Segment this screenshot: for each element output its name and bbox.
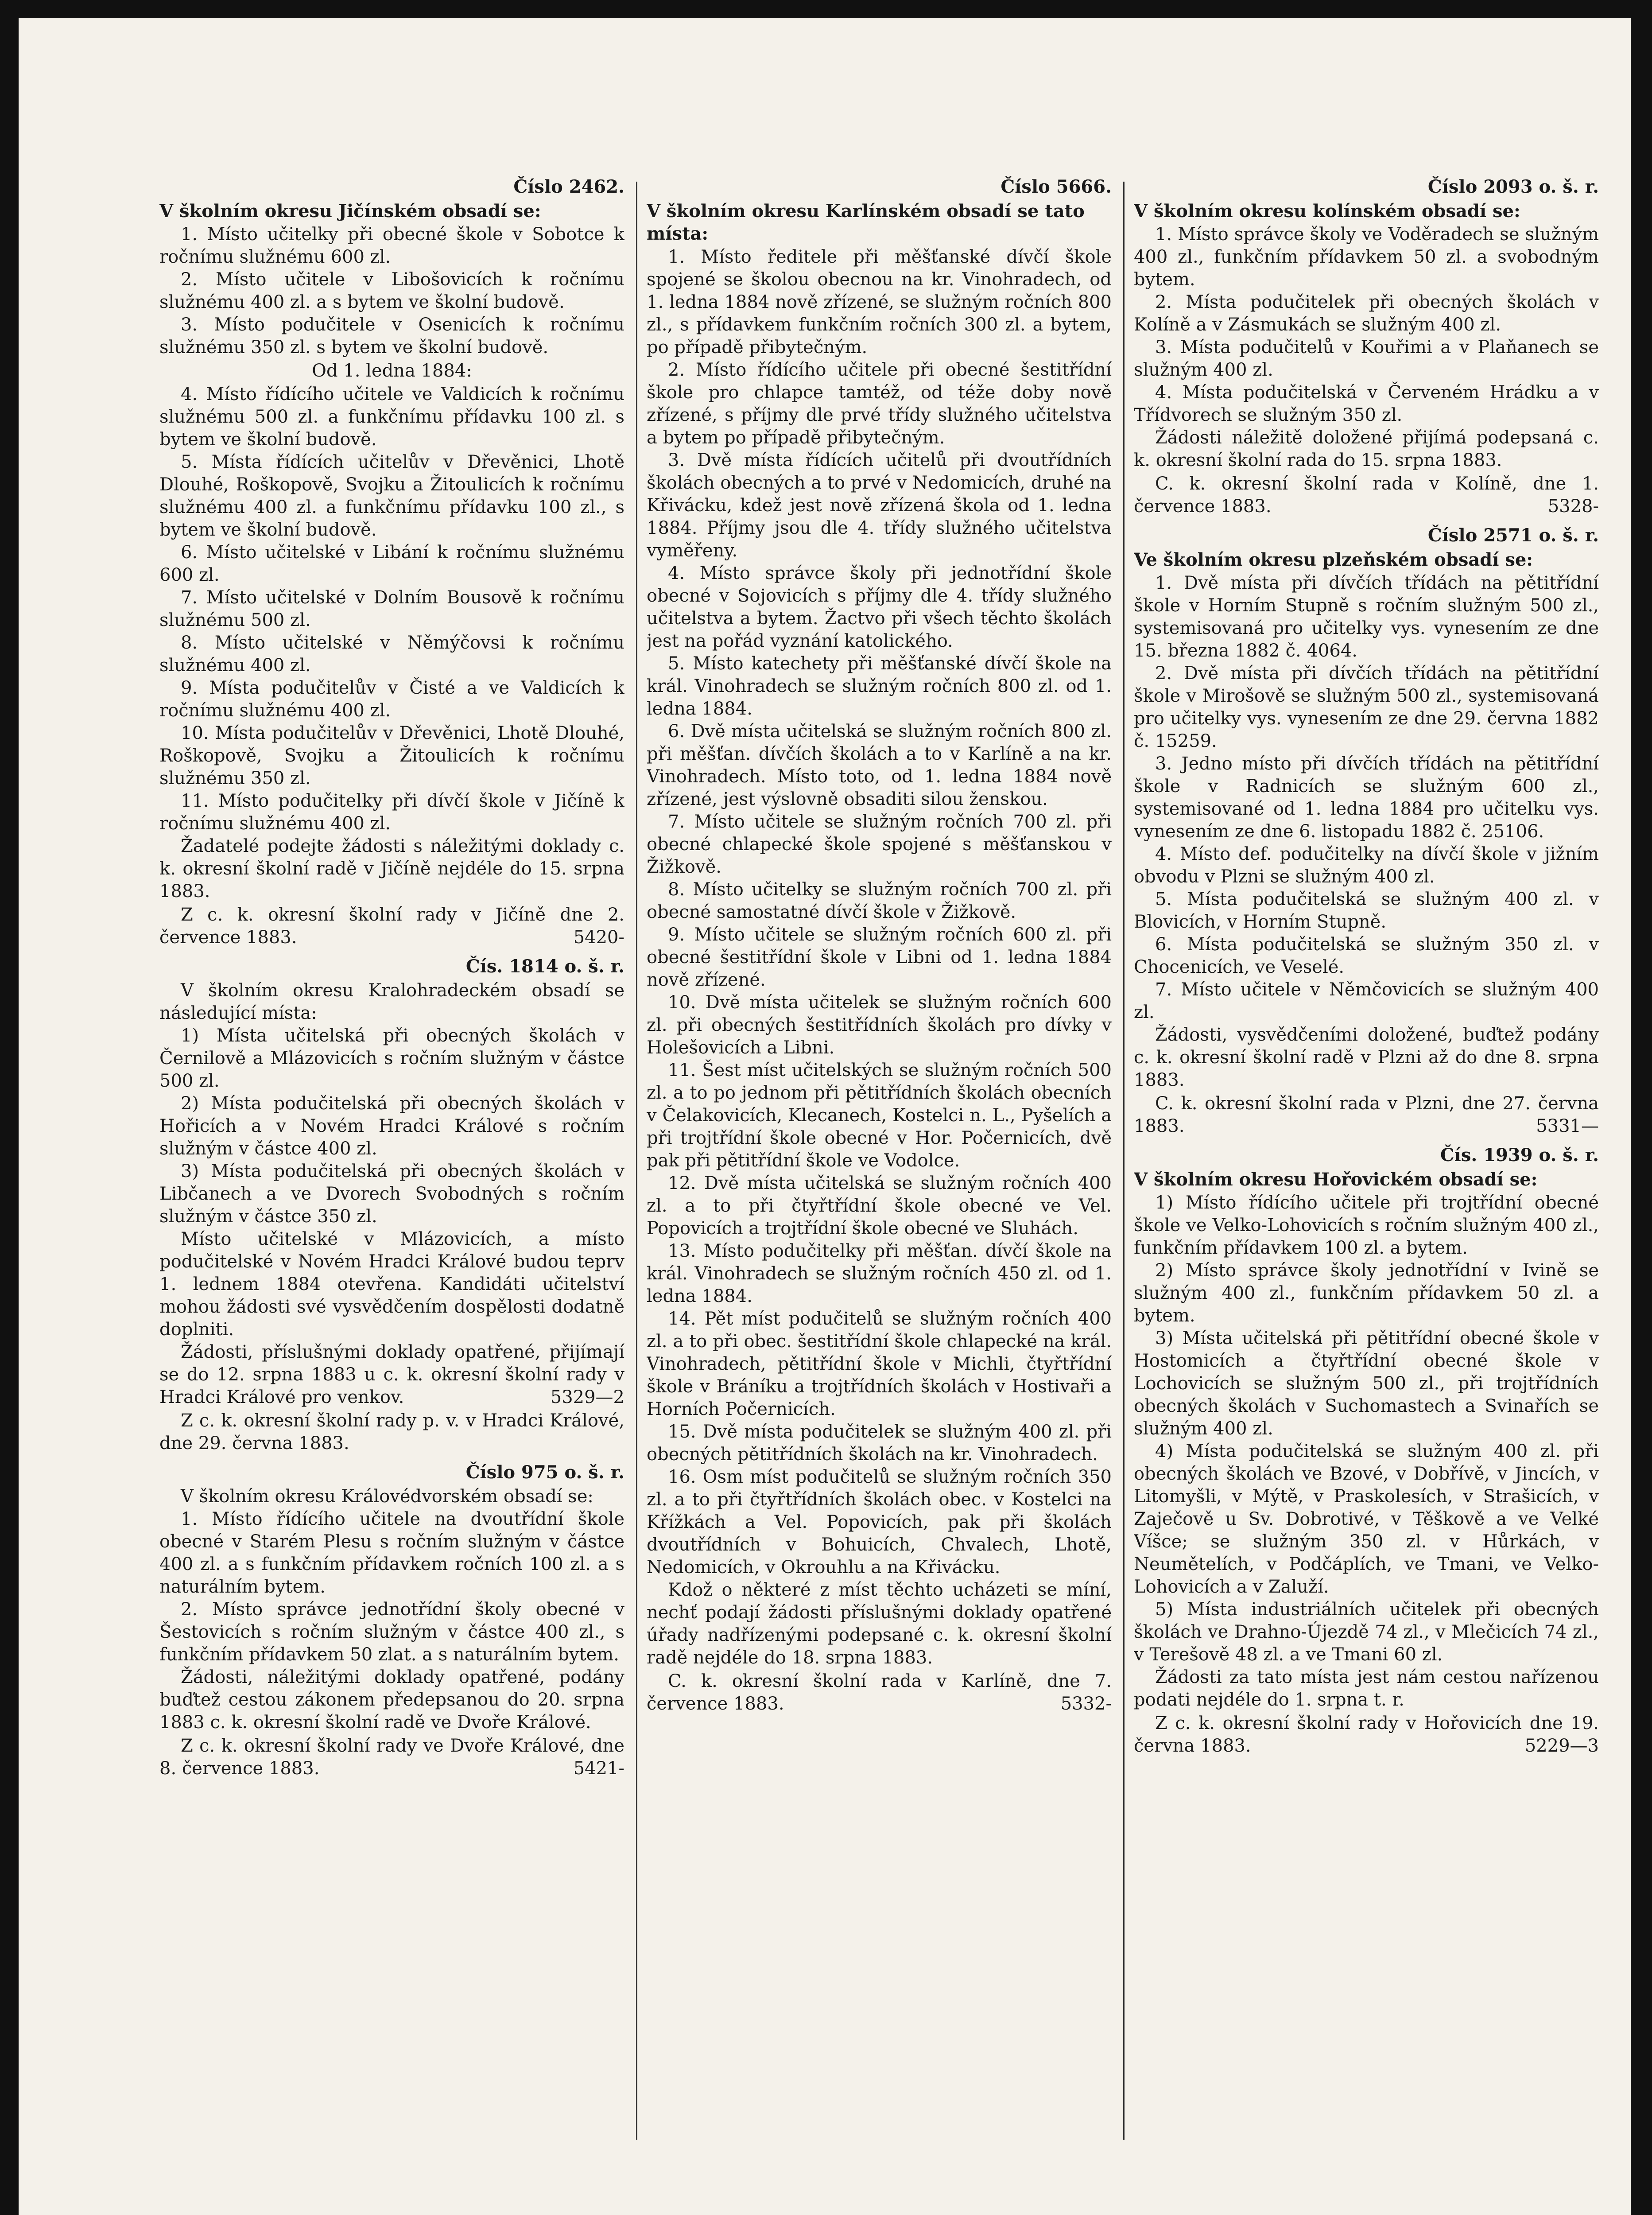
notice-reference-number: 5332-	[1060, 1694, 1112, 1714]
notice-paragraph: 7. Místo učitelské v Dolním Bousově k ročnímu služnému 500 zl.	[159, 587, 624, 630]
notice-heading: V školním okresu kolínském obsadí se:	[1134, 201, 1520, 222]
notice-signature	[159, 1735, 624, 1780]
notice-paragraph: 1) Místo řídícího učitele při trojtřídní obecné škole ve Velko-Lohovicích s ročním služným 400 zl., funkčním přídavkem 100 zl. a bytem.	[1134, 1193, 1599, 1258]
notice-paragraph: 4. Místo řídícího učitele ve Valdicích k ročnímu služnému 500 zl. a funkčnímu přídavku 100 zl. s bytem ve školní budově.	[159, 384, 624, 450]
notice-paragraph: 4. Místo def. podučitelky na dívčí škole v jižním obvodu v Plzni se služným 400 zl.	[1134, 844, 1599, 887]
notice-paragraph: 11. Šest míst učitelských se služným ročních 500 zl. a to po jednom při pětitřídních školách obecních v Čelakovicích, Klecanech, Kostelci n. L., Pyšelích a při trojtřídní škole obecné v Hor. Počernicích, dvě pak při pětitřídní škole ve Vodolce.	[647, 1060, 1112, 1171]
notice-paragraph: 8. Místo učitelky se služným ročních 700 zl. při obecné samostatné dívčí škole v Žižkově.	[647, 879, 1112, 922]
notice-paragraph: 1. Dvě místa při dívčích třídách na pětitřídní škole v Horním Stupně s ročním služným 500 zl., systemisovaná pro učitelky vys. vynesením ze dne 15. března 1882 č. 4064.	[1134, 573, 1599, 661]
notice-paragraph: 5. Místo katechety při měšťanské dívčí škole na král. Vinohradech se služným ročních 800 zl. od 1. ledna 1884.	[647, 653, 1112, 719]
notice-paragraph: 13. Místo podučitelky při měšťan. dívčí škole na král. Vinohradech se služným ročních 450 zl. od 1. ledna 1884.	[647, 1241, 1112, 1306]
notice-paragraph: 14. Pět míst podučitelů se služným ročních 400 zl. a to při obec. šestitřídní škole chlapecké na král. Vinohradech, pětitřídní škole v Michli, čtyřtřídní škole v Bráníku a trojtřídních školách v Hostivaři a Horních Počernicích.	[647, 1309, 1112, 1419]
notice-paragraph: 1) Místa učitelská při obecných školách v Černilově a Mlázovicích s ročním služným v částce 500 zl.	[159, 1026, 624, 1091]
notice-paragraph: 16. Osm míst podučitelů se služným ročních 350 zl. a to při čtyřtřídních školách obec. v Kostelci na Křížkách a Vel. Popovicích, pak při školách dvoutřídních v Bohuicích, Chvalech, Lhotě, Nedomicích, v Okrouhlu a na Křivácku.	[647, 1467, 1112, 1578]
notice-paragraph: 5) Místa industriálních učitelek při obecných školách ve Drahno-Újezdě 74 zl., v Mlečicích 74 zl., v Terešově 48 zl. a ve Tmani 60 zl.	[1134, 1599, 1599, 1665]
notice-paragraph: 5. Místa podučitelská se služným 400 zl. v Blovicích, v Horním Stupně.	[1134, 889, 1599, 932]
notice-paragraph: 6. Dvě místa učitelská se služným ročních 800 zl. při měšťan. dívčích školách a to v Karlíně a na kr. Vinohradech. Místo toto, od 1. ledna 1884 nově zřízené, jest výslovně obsaditi silou ženskou.	[647, 721, 1112, 809]
notice-paragraph: 3. Místa podučitelů v Kouřimi a v Plaňanech se služným 400 zl.	[1134, 337, 1599, 380]
notice-signature	[1134, 1712, 1599, 1757]
notice-paragraph: 9. Místo učitele se služným ročních 600 zl. při obecné šestitřídní škole v Libni od 1. ledna 1884 nově zřízené.	[647, 925, 1112, 990]
scan-border-right	[1631, 0, 1652, 2215]
notice-paragraph: 1. Místo řídícího učitele na dvoutřídní škole obecné v Starém Plesu s ročním služným v částce 400 zl. a s funkčním přídavkem ročních 100 zl. a s naturálním bytem.	[159, 1509, 624, 1597]
signature-text: Z c. k. okresní školní rady v Jičíně dne 2. července 1883.	[159, 905, 624, 948]
notice-signature	[159, 904, 624, 949]
notice-number: Číslo 2571 o. š. r.	[1427, 525, 1599, 546]
notice-paragraph: 7. Místo učitele se služným ročních 700 zl. při obecné chlapecké škole spojené s měšťanskou v Žižkově.	[647, 812, 1112, 877]
notice-paragraph: 1. Místo správce školy ve Voděradech se služným 400 zl., funkčním přídavkem 50 zl. a svobodným bytem.	[1134, 224, 1599, 290]
notice-paragraph: 3. Dvě místa řídících učitelů při dvoutřídních školách obecných a to prvé v Nedomicích, druhé na Křivácku, kdež jest nově zřízená škola od 1. ledna 1884. Příjmy jsou dle 4. třídy služného učitelstva vyměřeny.	[647, 450, 1112, 561]
notice-reference-number: 5329—2	[550, 1387, 624, 1407]
notice-number: Čís. 1814 o. š. r.	[465, 956, 624, 977]
notice-number: Číslo 5666.	[1001, 176, 1112, 197]
notice-paragraph: Žádosti, vysvědčeními doložené, buďtež podány c. k. okresní školní radě v Plzni až do dne 8. srpna 1883.	[1134, 1025, 1599, 1090]
notice-heading: V školním okresu Jičínském obsadí se:	[159, 201, 541, 222]
signature-text: Z c. k. okresní školní rady p. v. v Hradci Králové, dne 29. června 1883.	[159, 1411, 624, 1453]
notice-heading: V školním okresu Karlínském obsadí se tato místa:	[647, 201, 1085, 244]
signature-text: Z c. k. okresní školní rady ve Dvoře Králové, dne 8. července 1883.	[159, 1736, 624, 1779]
notice-reference-number: 5421-	[573, 1758, 624, 1779]
notice-paragraph: 15. Dvě místa podučitelek se služným 400 zl. při obecných pětitřídních školách na kr. Vinohradech.	[647, 1422, 1112, 1465]
notice-paragraph: 9. Místa podučitelův v Čisté a ve Valdicích k ročnímu služnému 400 zl.	[159, 678, 624, 721]
notice-paragraph: V školním okresu Kralohradeckém obsadí se následující místa:	[159, 980, 624, 1023]
notice-paragraph: Žádosti náležitě doložené přijímá podepsaná c. k. okresní školní rada do 15. srpna 1883.	[1134, 427, 1599, 470]
notice-paragraph: 1. Místo učitelky při obecné škole v Sobotce k ročnímu služnému 600 zl.	[159, 224, 624, 267]
notice-number: Čís. 1939 o. š. r.	[1440, 1145, 1599, 1166]
newspaper-page	[159, 173, 1599, 2144]
signature-text: C. k. okresní školní rada v Plzni, dne 27. června 1883.	[1134, 1093, 1599, 1136]
notice-paragraph: 8. Místo učitelské v Němýčovsi k ročnímu služnému 400 zl.	[159, 633, 624, 676]
notice-reference-number: 5328-	[1547, 496, 1599, 517]
column-middle	[647, 173, 1112, 2144]
notice-paragraph: Žádosti, náležitými doklady opatřené, podány buďtež cestou zákonem předepsanou do 20. srpna 1883 c. k. okresní školní radě ve Dvoře Králové.	[159, 1667, 624, 1733]
notice-paragraph: 3) Místa podučitelská při obecných školách v Libčanech a ve Dvorech Svobodných s ročním služným v částce 350 zl.	[159, 1161, 624, 1227]
signature-text: Žádosti, příslušnými doklady opatřené, přijímají se do 12. srpna 1883 u c. k. okresní školní rady v Hradci Králové pro venkov.	[159, 1342, 624, 1407]
notice-paragraph: 4. Místa podučitelská v Červeném Hrádku a v Třídvorech se služným 350 zl.	[1134, 382, 1599, 425]
notice-reference-number: 5229—3	[1524, 1736, 1599, 1756]
notice-signature	[1134, 1092, 1599, 1138]
notice-paragraph: 2) Místa podučitelská při obecných školách v Hořicích a v Novém Hradci Králové s ročním služným v částce 400 zl.	[159, 1093, 624, 1159]
signature-text: Z c. k. okresní školní rady v Hořovicích dne 19. června 1883.	[1134, 1713, 1599, 1756]
notice-paragraph: 10. Místa podučitelův v Dřevěnici, Lhotě Dlouhé, Roškopově, Svojku a Žitoulicích k ročnímu služnému 350 zl.	[159, 723, 624, 789]
scan-border-top	[0, 0, 1652, 18]
column-right	[1134, 173, 1599, 2144]
notice-signature	[1134, 473, 1599, 518]
notice-paragraph: 10. Dvě místa učitelek se služným ročních 600 zl. při obecných šestitřídních školách pro dívky v Holešovicích a Libni.	[647, 992, 1112, 1058]
notice-heading: Ve školním okresu plzeňském obsadí se:	[1134, 549, 1533, 570]
notice-paragraph: 6. Místa podučitelská se služným 350 zl. v Chocenicích, ve Veselé.	[1134, 934, 1599, 977]
notice-reference-number: 5331—	[1536, 1116, 1599, 1136]
notice-paragraph: 2) Místo správce školy jednotřídní v Ivině se služným 400 zl., funkčním přídavkem 50 zl. a bytem.	[1134, 1260, 1599, 1326]
notice-number: Číslo 2093 o. š. r.	[1427, 176, 1599, 197]
notice-paragraph: 7. Místo učitele v Němčovicích se služným 400 zl.	[1134, 979, 1599, 1022]
signature-text: C. k. okresní školní rada v Kolíně, dne 1. července 1883.	[1134, 474, 1599, 517]
column-divider	[636, 182, 637, 2140]
notice-paragraph: 3) Místa učitelská při pětitřídní obecné škole v Hostomicích a čtyřtřídní obecné škole v Lochovicích se služným 500 zl., při trojtřídních obecných školách v Suchomastech a Svinařích se služným 400 zl.	[1134, 1328, 1599, 1439]
notice-paragraph: 1. Místo ředitele při měšťanské dívčí škole spojené se školou obecnou na kr. Vinohradech, od 1. ledna 1884 nově zřízené, se služným ročních 800 zl., s přídavkem funkčním ročních 300 zl. a bytem, po případě přibytečným.	[647, 247, 1112, 358]
column-left	[159, 173, 624, 2144]
notice-paragraph: Kdož o některé z míst těchto ucházeti se míní, nechť podají žádosti příslušnými doklady opatřené úřady nadřízenými podepsané c. k. okresní školní radě nejdéle do 18. srpna 1883.	[647, 1580, 1112, 1668]
notice-paragraph: 3. Jedno místo při dívčích třídách na pětitřídní škole v Radnicích se služným 600 zl., systemisované od 1. ledna 1884 pro učitelku vys. vynesením ze dne 6. listopadu 1882 č. 25106.	[1134, 754, 1599, 842]
notice-paragraph: 2. Místa podučitelek při obecných školách v Kolíně a v Zásmukách se služným 400 zl.	[1134, 292, 1599, 335]
notice-number: Číslo 975 o. š. r.	[465, 1462, 624, 1483]
notice-signature	[159, 1410, 624, 1455]
notice-paragraph: 2. Dvě místa při dívčích třídách na pětitřídní škole v Mirošově se služným 500 zl., systemisovaná pro učitelky vys. vynesením ze dne 29. června 1882 č. 15259.	[1134, 663, 1599, 751]
scan-border-left	[0, 0, 19, 2215]
signature-text: C. k. okresní školní rada v Karlíně, dne 7. července 1883.	[647, 1671, 1112, 1714]
notice-paragraph	[159, 1341, 624, 1409]
column-divider	[1123, 182, 1125, 2140]
notice-paragraph: 12. Dvě místa učitelská se služným ročních 400 zl. a to při čtyřtřídní škole obecné ve Vel. Popovicích a trojtřídní škole obecné ve Sluhách.	[647, 1173, 1112, 1239]
notice-paragraph: Žadatelé podejte žádosti s náležitými doklady c. k. okresní školní radě v Jičíně nejdéle do 15. srpna 1883.	[159, 836, 624, 902]
notice-date-line: Od 1. ledna 1884:	[312, 361, 472, 381]
notice-paragraph: 6. Místo učitelské v Libání k ročnímu služnému 600 zl.	[159, 542, 624, 585]
notice-paragraph: 3. Místo podučitele v Osenicích k ročnímu služnému 350 zl. s bytem ve školní budově.	[159, 315, 624, 358]
notice-number: Číslo 2462.	[513, 176, 624, 197]
notice-paragraph: 4. Místo správce školy při jednotřídní škole obecné v Sojovicích s příjmy dle 4. třídy služného učitelstva a bytem. Žactvo při všech těchto školách jest na pořád vyznání katolického.	[647, 563, 1112, 651]
notice-paragraph: 2. Místo učitele v Libošovicích k ročnímu služnému 400 zl. a s bytem ve školní budově.	[159, 269, 624, 312]
notice-reference-number: 5420-	[573, 927, 624, 948]
notice-paragraph: 2. Místo řídícího učitele při obecné šestitřídní škole pro chlapce tamtéž, od téže doby nově zřízené, s příjmy dle prvé třídy služného učitelstva a bytem po případě přibytečným.	[647, 360, 1112, 448]
notice-heading: V školním okresu Hořovickém obsadí se:	[1134, 1169, 1538, 1190]
notice-paragraph: 4) Místa podučitelská se služným 400 zl. při obecných školách ve Bzové, v Dobřívě, v Jincích, v Litomyšli, v Mýtě, v Praskolesích, v Strašicích, v Zaječově u Sv. Dobrotivé, v Těškově a ve Velké Víšce; se služným 350 zl. v Hůrkách, v Neumětelích, v Podčáplích, ve Tmani, ve Velko-Lohovicích a v Zaluží.	[1134, 1441, 1599, 1597]
notice-paragraph: Místo učitelské v Mlázovicích, a místo podučitelské v Novém Hradci Králové budou teprv 1. lednem 1884 otevřena. Kandidáti učitelství mohou žádosti své vysvědčením dospělosti dodatně doplniti.	[159, 1229, 624, 1340]
notice-paragraph: 5. Místa řídících učitelův v Dřevěnici, Lhotě Dlouhé, Roškopově, Svojku a Žitoulicích k ročnímu služnému 400 zl. a funkčnímu přídavku 100 zl., s bytem ve školní budově.	[159, 452, 624, 540]
notice-paragraph: 2. Místo správce jednotřídní školy obecné v Šestovicích s ročním služným v částce 400 zl., s funkčním přídavkem 50 zlat. a s naturálním bytem.	[159, 1599, 624, 1665]
notice-paragraph: Žádosti za tato místa jest nám cestou nařízenou podati nejdéle do 1. srpna t. r.	[1134, 1667, 1599, 1710]
notice-signature	[647, 1670, 1112, 1715]
notice-paragraph: 11. Místo podučitelky při dívčí škole v Jičíně k ročnímu služnému 400 zl.	[159, 791, 624, 834]
notice-paragraph: V školním okresu Královédvorském obsadí se:	[181, 1486, 593, 1507]
